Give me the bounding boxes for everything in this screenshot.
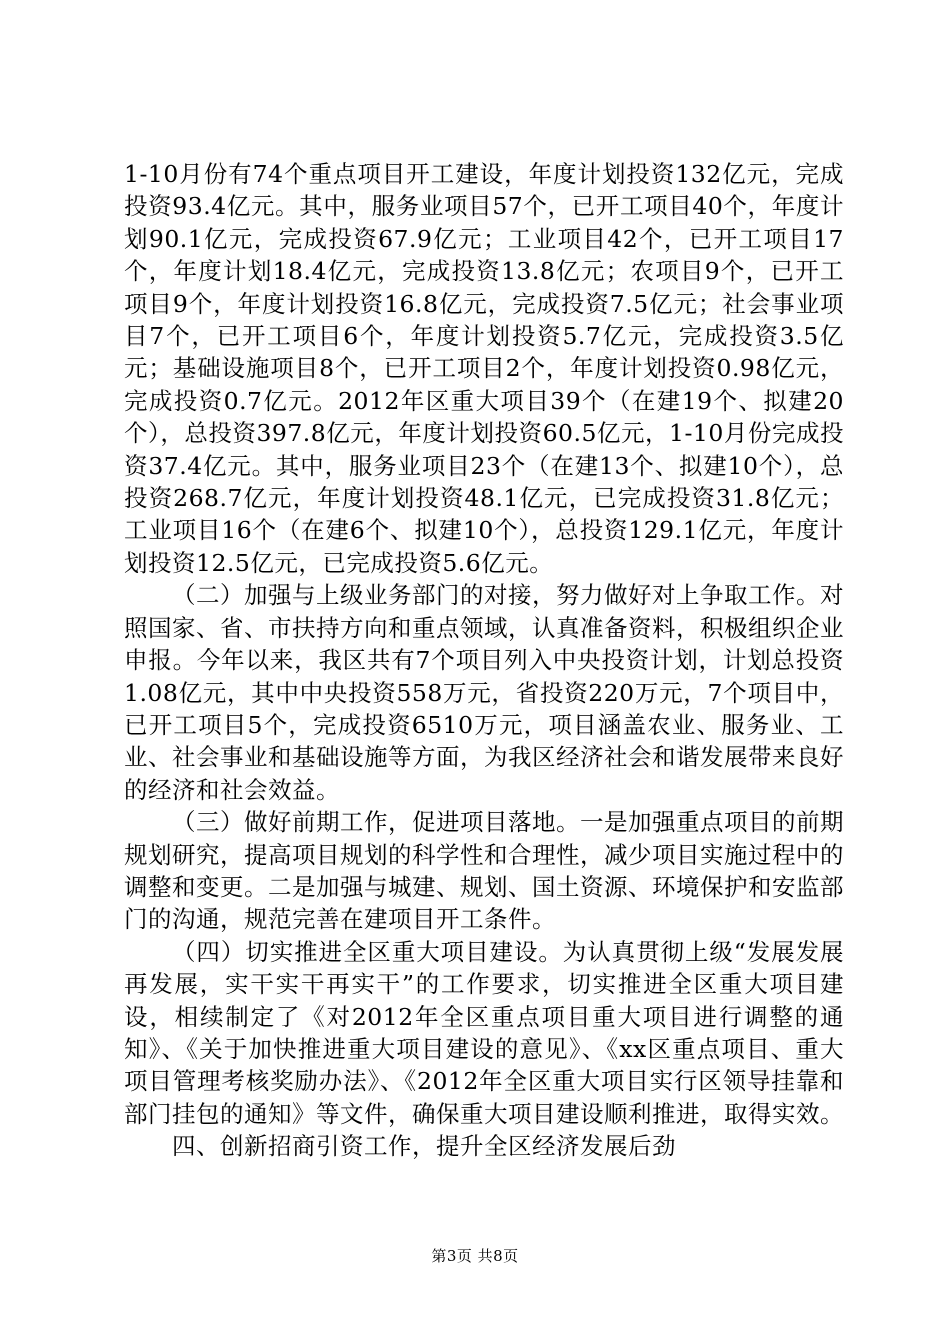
section-heading-four: 四、创新招商引资工作，提升全区经济发展后劲 <box>172 1132 676 1161</box>
paragraph-investment-summary: 1-10月份有74个重点项目开工建设，年度计划投资132亿元，完成投资93.4亿元。其中，服务业项目57个，已开工项目40个，年度计划90.1亿元，完成投资67.9亿元；工业项目42个，已开工项目17个，年度计划18.4亿元，完成投资13.8亿元；农项目9个，已开工项目9个，年度计划投资16.8亿元，完成投资7.5亿元；社会事业项目7个，已开工项目6个，年度计划投资5.7亿元，完成投资3.5亿元；基础设施项目8个，已开工项目2个，年度计划投资0.98亿元，完成投资0.7亿元。2012年区重大项目39个（在建19个、拟建20个），总投资397.8亿元，年度计划投资60.5亿元，1-10月份完成投资37.4亿元。其中，服务业项目23个（在建13个、拟建10个），总投资268.7亿元，年度计划投资48.1亿元，已完成投资31.8亿元；工业项目16个（在建6个、拟建10个），总投资129.1亿元，年度计划投资12.5亿元，已完成投资5.6亿元。 <box>124 160 844 577</box>
page-number-label: 第3页 共8页 <box>431 1247 519 1265</box>
paragraph-section-two: （二）加强与上级业务部门的对接，努力做好对上争取工作。对照国家、省、市扶持方向和重点领域，认真准备资料，积极组织企业申报。今年以来，我区共有7个项目列入中央投资计划，计划总投资1.08亿元，其中中央投资558万元，省投资220万元，7个项目中，已开工项目5个，完成投资6510万元，项目涵盖农业、服务业、工业、社会事业和基础设施等方面，为我区经济社会和谐发展带来良好的经济和社会效益。 <box>124 581 844 804</box>
page-footer <box>0 1246 950 1266</box>
paragraph-section-four: （四）切实推进全区重大项目建设。为认真贯彻上级“发展发展再发展，实干实干再实干”的工作要求，切实推进全区重大项目建设，相续制定了《对2012年全区重点项目重大项目进行调整的通知》、《关于加快推进重大项目建设的意见》、《xx区重点项目、重大项目管理考核奖励办法》、《2012年全区重大项目实行区领导挂靠和部门挂包的通知》等文件，确保重大项目建设顺利推进，取得实效。 <box>124 937 844 1128</box>
paragraph-section-three: （三）做好前期工作，促进项目落地。一是加强重点项目的前期规划研究，提高项目规划的科学性和合理性，减少项目实施过程中的调整和变更。二是加强与城建、规划、国土资源、环境保护和安监部门的沟通，规范完善在建项目开工条件。 <box>124 808 844 934</box>
document-body <box>124 158 844 1163</box>
